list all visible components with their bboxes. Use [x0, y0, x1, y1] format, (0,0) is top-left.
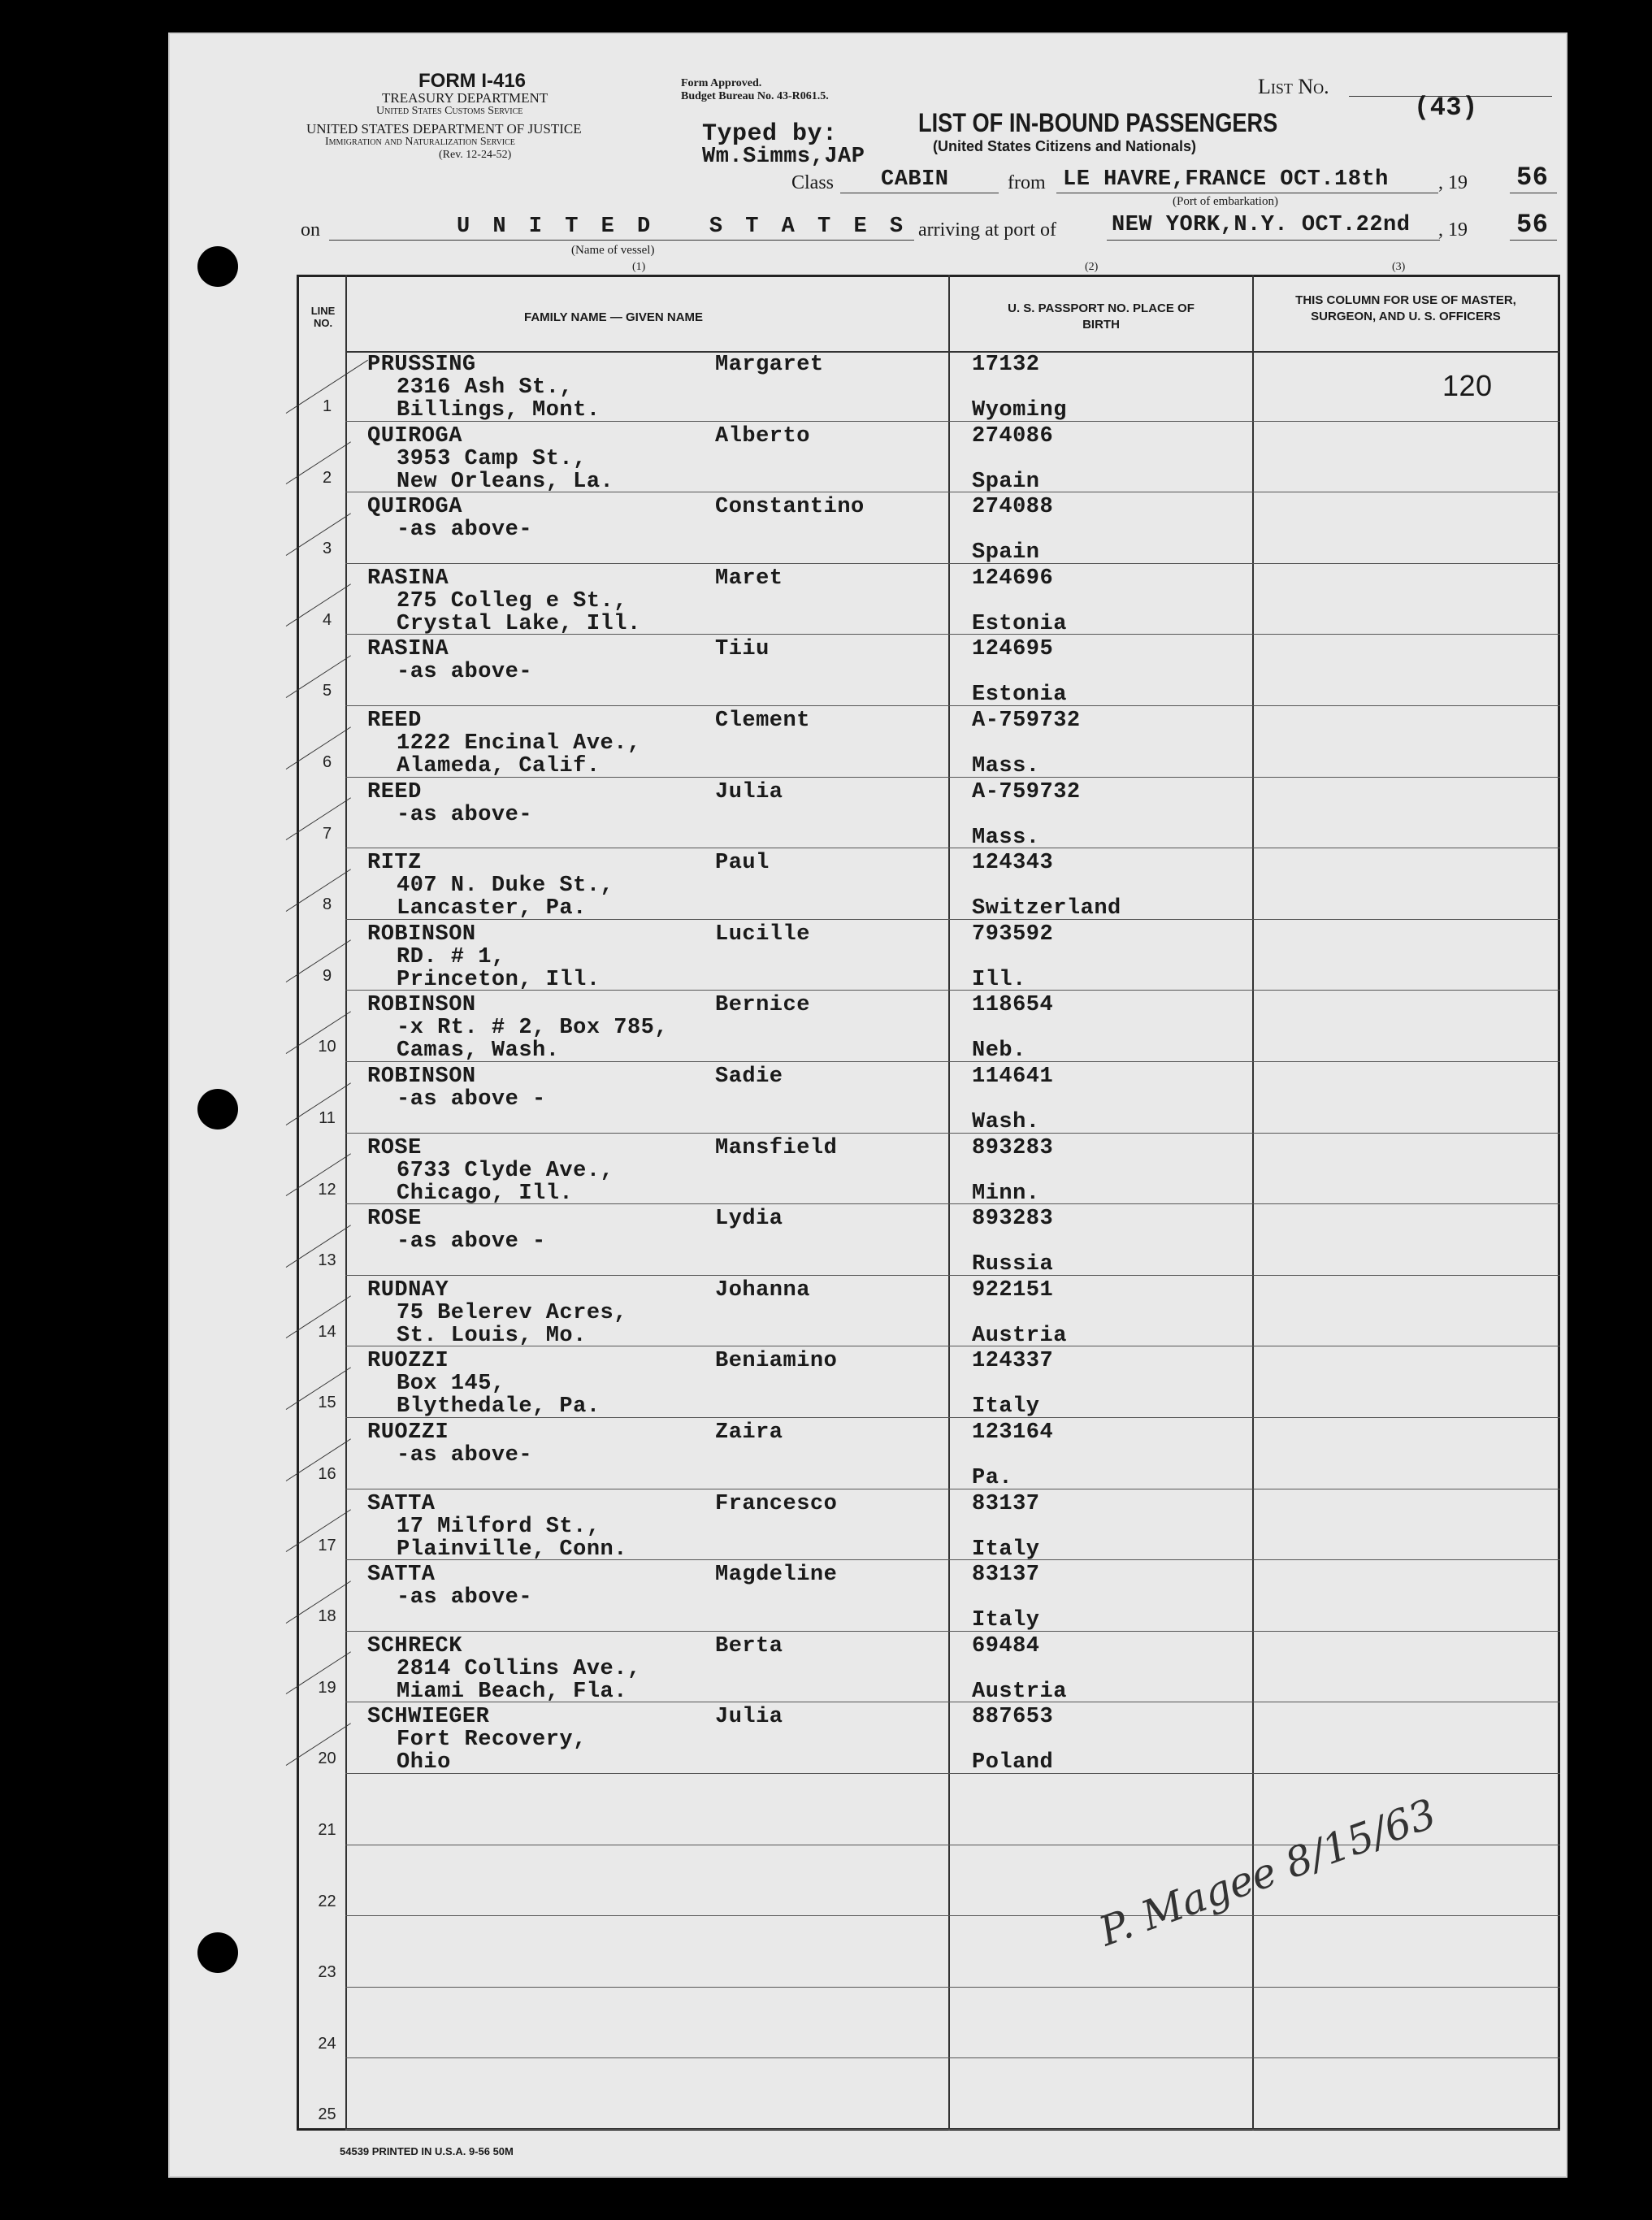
header-passport: U. S. PASSPORT NO. PLACE OF BIRTH	[1008, 301, 1195, 332]
place-of-birth: Spain	[972, 469, 1040, 494]
header-bottom-rule	[345, 351, 1560, 353]
row-rule	[345, 1773, 1560, 1774]
address-line-1: -as above -	[397, 1229, 546, 1255]
address-line-1: -as above -	[397, 1087, 546, 1112]
passport-number: 893283	[972, 1135, 1054, 1160]
family-name: RASINA	[367, 566, 449, 591]
place-of-birth: Wyoming	[972, 398, 1067, 423]
row-rule	[345, 705, 1560, 706]
place-of-birth: Austria	[972, 1679, 1067, 1704]
form-subtitle: (United States Citizens and Nationals)	[933, 138, 1197, 154]
line-number: 3	[322, 540, 332, 558]
punch-hole-top	[197, 246, 238, 287]
row-rule	[345, 1203, 1560, 1204]
address-line-1: Fort Recovery,	[397, 1728, 587, 1753]
passport-number: 124695	[972, 637, 1054, 662]
line-number: 5	[322, 682, 332, 700]
given-name: Sadie	[715, 1064, 783, 1089]
passport-number: 123164	[972, 1420, 1054, 1445]
printed-footer: 54539 PRINTED IN U.S.A. 9-56 50M	[340, 2145, 514, 2157]
address-line-2: Chicago, Ill.	[397, 1181, 574, 1206]
address-line-2: Plainville, Conn.	[397, 1537, 627, 1562]
line-number: 8	[322, 895, 332, 914]
given-name: Maret	[715, 566, 783, 591]
place-of-birth: Italy	[972, 1608, 1040, 1633]
form-number: FORM I-416	[418, 70, 527, 92]
col-divider-line	[345, 275, 347, 2131]
given-name: Berta	[715, 1633, 783, 1658]
line-number: 24	[318, 2034, 336, 2053]
passport-number: 114641	[972, 1064, 1054, 1089]
line-number: 6	[322, 753, 332, 771]
line-number: 9	[322, 966, 332, 985]
family-name: RITZ	[367, 851, 422, 876]
budget-bureau: Budget Bureau No. 43-R061.5.	[681, 90, 829, 102]
address-line-1: -as above-	[397, 518, 533, 543]
family-name: REED	[367, 709, 422, 733]
given-name: Julia	[715, 1705, 783, 1730]
place-of-birth: Wash.	[972, 1110, 1040, 1134]
line-number: 17	[318, 1536, 336, 1554]
col-num-2: (2)	[1085, 261, 1099, 273]
row-rule	[345, 2057, 1560, 2058]
line-number: 19	[318, 1678, 336, 1697]
address-line-2: Lancaster, Pa.	[397, 896, 587, 921]
header-line-no: LINE NO.	[310, 305, 336, 329]
passport-number: 893283	[972, 1207, 1054, 1232]
address-line-2: Crystal Lake, Ill.	[397, 611, 641, 636]
passport-number: 17132	[972, 353, 1040, 377]
family-name: PRUSSING	[367, 353, 476, 377]
given-name: Paul	[715, 851, 770, 876]
address-line-1: 2316 Ash St.,	[397, 375, 574, 400]
given-name: Lucille	[715, 921, 810, 947]
arriving-label: arriving at port of	[918, 219, 1056, 241]
given-name: Beniamino	[715, 1349, 838, 1374]
family-name: ROSE	[367, 1207, 422, 1232]
vessel-underline	[329, 240, 914, 241]
year-value-1: 56	[1516, 163, 1549, 193]
given-name: Zaira	[715, 1420, 783, 1445]
line-number: 16	[318, 1465, 336, 1483]
given-name: Bernice	[715, 993, 810, 1018]
class-label: Class	[791, 172, 835, 193]
place-of-birth: Mass.	[972, 754, 1040, 778]
given-name: Tiiu	[715, 637, 770, 662]
row-rule	[345, 1061, 1560, 1062]
passport-number: A-759732	[972, 779, 1081, 804]
family-name: SCHWIEGER	[367, 1705, 490, 1730]
header-name: FAMILY NAME — GIVEN NAME	[524, 310, 704, 324]
address-line-2: New Orleans, La.	[397, 469, 614, 494]
line-number: 15	[318, 1394, 336, 1412]
arrival-underline	[1107, 240, 1440, 241]
passport-number: 83137	[972, 1563, 1040, 1588]
family-name: SATTA	[367, 1563, 436, 1588]
row-rule	[345, 1915, 1560, 1916]
given-name: Clement	[715, 709, 810, 733]
address-line-1: -as above-	[397, 1443, 533, 1468]
address-line-1: -as above-	[397, 802, 533, 827]
given-name: Lydia	[715, 1207, 783, 1232]
address-line-2: Alameda, Calif.	[397, 754, 601, 778]
address-line-2: Blythedale, Pa.	[397, 1394, 601, 1420]
address-line-1: -x Rt. # 2, Box 785,	[397, 1016, 669, 1041]
row-rule	[345, 1417, 1560, 1418]
passport-number: 887653	[972, 1705, 1054, 1730]
passport-number: 83137	[972, 1491, 1040, 1516]
line-number: 20	[318, 1750, 336, 1768]
given-name: Julia	[715, 779, 783, 804]
given-name: Alberto	[715, 423, 810, 449]
address-line-2: Princeton, Ill.	[397, 967, 601, 992]
given-name: Johanna	[715, 1277, 810, 1303]
passport-number: A-759732	[972, 709, 1081, 733]
header-officers: THIS COLUMN FOR USE OF MASTER, SURGEON, AND U. S. OFFICERS	[1295, 293, 1516, 323]
address-line-2: Camas, Wash.	[397, 1038, 560, 1064]
punch-hole-bottom	[197, 1932, 238, 1973]
vessel-caption: (Name of vessel)	[571, 244, 655, 257]
family-name: SCHRECK	[367, 1633, 462, 1658]
address-line-1: 1222 Encinal Ave.,	[397, 731, 641, 756]
family-name: ROBINSON	[367, 1064, 476, 1089]
place-of-birth: Austria	[972, 1323, 1067, 1348]
row-rule	[345, 2129, 1560, 2130]
place-of-birth: Pa.	[972, 1466, 1013, 1490]
given-name: Margaret	[715, 353, 824, 377]
row-rule	[345, 634, 1560, 635]
family-name: RASINA	[367, 637, 449, 662]
address-line-1: -as above-	[397, 660, 533, 685]
place-of-birth: Poland	[972, 1750, 1054, 1776]
family-name: REED	[367, 779, 422, 804]
place-of-birth: Italy	[972, 1537, 1040, 1562]
line-number: 12	[318, 1180, 336, 1199]
row-rule	[345, 563, 1560, 564]
row-rule	[345, 990, 1560, 991]
year-underline-2	[1510, 240, 1557, 241]
officer-note: 120	[1442, 369, 1493, 402]
family-name: RUOZZI	[367, 1349, 449, 1374]
passport-number: 922151	[972, 1277, 1054, 1303]
justice-dept: UNITED STATES DEPARTMENT OF JUSTICE	[306, 121, 582, 137]
col-num-3: (3)	[1392, 261, 1406, 273]
line-number: 1	[322, 397, 332, 415]
place-of-birth: Ill.	[972, 967, 1026, 992]
given-name: Mansfield	[715, 1135, 838, 1160]
line-number: 11	[319, 1109, 336, 1127]
row-rule	[345, 1559, 1560, 1560]
address-line-1: 3953 Camp St.,	[397, 446, 587, 471]
passport-number: 118654	[972, 993, 1054, 1018]
row-rule	[345, 777, 1560, 778]
row-rule	[345, 919, 1560, 920]
line-number: 21	[318, 1821, 336, 1839]
address-line-1: 275 Colleg e St.,	[397, 588, 627, 614]
address-line-1: -as above-	[397, 1585, 533, 1611]
row-rule	[345, 1133, 1560, 1134]
address-line-2: Billings, Mont.	[397, 398, 601, 423]
place-of-birth: Neb.	[972, 1038, 1026, 1064]
passport-number: 124337	[972, 1349, 1054, 1374]
ins-service: Immigration and Naturalization Service	[325, 136, 515, 148]
address-line-1: 75 Belerev Acres,	[397, 1300, 627, 1325]
vessel-name: U N I T E D S T A T E S	[457, 215, 908, 239]
line-number: 22	[318, 1892, 336, 1910]
place-of-birth: Spain	[972, 540, 1040, 566]
passport-number: 124343	[972, 851, 1054, 876]
year-prefix-2: , 19	[1438, 219, 1468, 241]
form-title: LIST OF IN-BOUND PASSENGERS	[918, 108, 1278, 137]
revision-date: (Rev. 12-24-52)	[439, 149, 512, 161]
passport-number: 793592	[972, 921, 1054, 947]
line-number: 18	[318, 1607, 336, 1626]
address-line-2: Ohio	[397, 1750, 451, 1776]
line-number: 23	[318, 1963, 336, 1982]
punch-hole-middle	[197, 1089, 238, 1130]
row-rule	[345, 421, 1560, 422]
family-name: SATTA	[367, 1491, 436, 1516]
address-line-2: Miami Beach, Fla.	[397, 1679, 627, 1704]
address-line-1: Box 145,	[397, 1372, 505, 1397]
class-value: CABIN	[881, 167, 949, 192]
row-rule	[345, 1987, 1560, 1988]
passport-number: 69484	[972, 1633, 1040, 1658]
address-line-2: St. Louis, Mo.	[397, 1323, 587, 1348]
line-number: 7	[322, 824, 332, 843]
place-of-birth: Minn.	[972, 1181, 1040, 1206]
typed-by-value: Wm.Simms,JAP	[702, 145, 865, 169]
passport-number: 124696	[972, 566, 1054, 591]
address-line-1: RD. # 1,	[397, 944, 505, 969]
address-line-1: 17 Milford St.,	[397, 1514, 601, 1539]
given-name: Constantino	[715, 495, 865, 520]
passport-number: 274086	[972, 423, 1054, 449]
family-name: QUIROGA	[367, 423, 462, 449]
from-label: from	[1008, 172, 1046, 193]
place-of-birth: Russia	[972, 1252, 1054, 1277]
handwritten-note: P. Magee 8/15/63	[1093, 1789, 1442, 1956]
line-number: 10	[318, 1038, 336, 1056]
from-value: LE HAVRE,FRANCE OCT.18th	[1063, 167, 1389, 192]
passport-number: 274088	[972, 495, 1054, 520]
line-number: 14	[318, 1322, 336, 1341]
form-approved: Form Approved.	[681, 77, 762, 89]
place-of-birth: Switzerland	[972, 896, 1121, 921]
address-line-1: 2814 Collins Ave.,	[397, 1656, 641, 1681]
family-name: RUOZZI	[367, 1420, 449, 1445]
list-no-value: (43)	[1414, 93, 1478, 123]
family-name: QUIROGA	[367, 495, 462, 520]
family-name: ROBINSON	[367, 921, 476, 947]
line-number: 4	[322, 610, 332, 629]
place-of-birth: Estonia	[972, 683, 1067, 708]
row-rule	[345, 1631, 1560, 1632]
col-num-1: (1)	[632, 261, 646, 273]
list-no-label: List No.	[1258, 75, 1329, 98]
place-of-birth: Italy	[972, 1394, 1040, 1420]
treasury-dept: TREASURY DEPARTMENT	[382, 90, 548, 106]
given-name: Magdeline	[715, 1563, 838, 1588]
customs-service: United States Customs Service	[376, 105, 523, 117]
row-rule	[345, 1275, 1560, 1276]
place-of-birth: Mass.	[972, 825, 1040, 850]
family-name: ROBINSON	[367, 993, 476, 1018]
year-value-2: 56	[1516, 210, 1549, 240]
line-number: 2	[322, 468, 332, 487]
line-number: 25	[318, 2105, 336, 2124]
family-name: RUDNAY	[367, 1277, 449, 1303]
on-label: on	[301, 219, 320, 241]
year-prefix-1: , 19	[1438, 172, 1468, 193]
place-of-birth: Estonia	[972, 611, 1067, 636]
port-embark-caption: (Port of embarkation)	[1173, 195, 1278, 208]
arrival-port: NEW YORK,N.Y. OCT.22nd	[1112, 213, 1411, 237]
family-name: ROSE	[367, 1135, 422, 1160]
given-name: Francesco	[715, 1491, 838, 1516]
col-divider-name	[948, 275, 950, 2131]
address-line-1: 6733 Clyde Ave.,	[397, 1158, 614, 1183]
typed-by-label: Typed by:	[702, 120, 838, 148]
address-line-1: 407 N. Duke St.,	[397, 874, 614, 899]
line-number: 13	[318, 1251, 336, 1270]
